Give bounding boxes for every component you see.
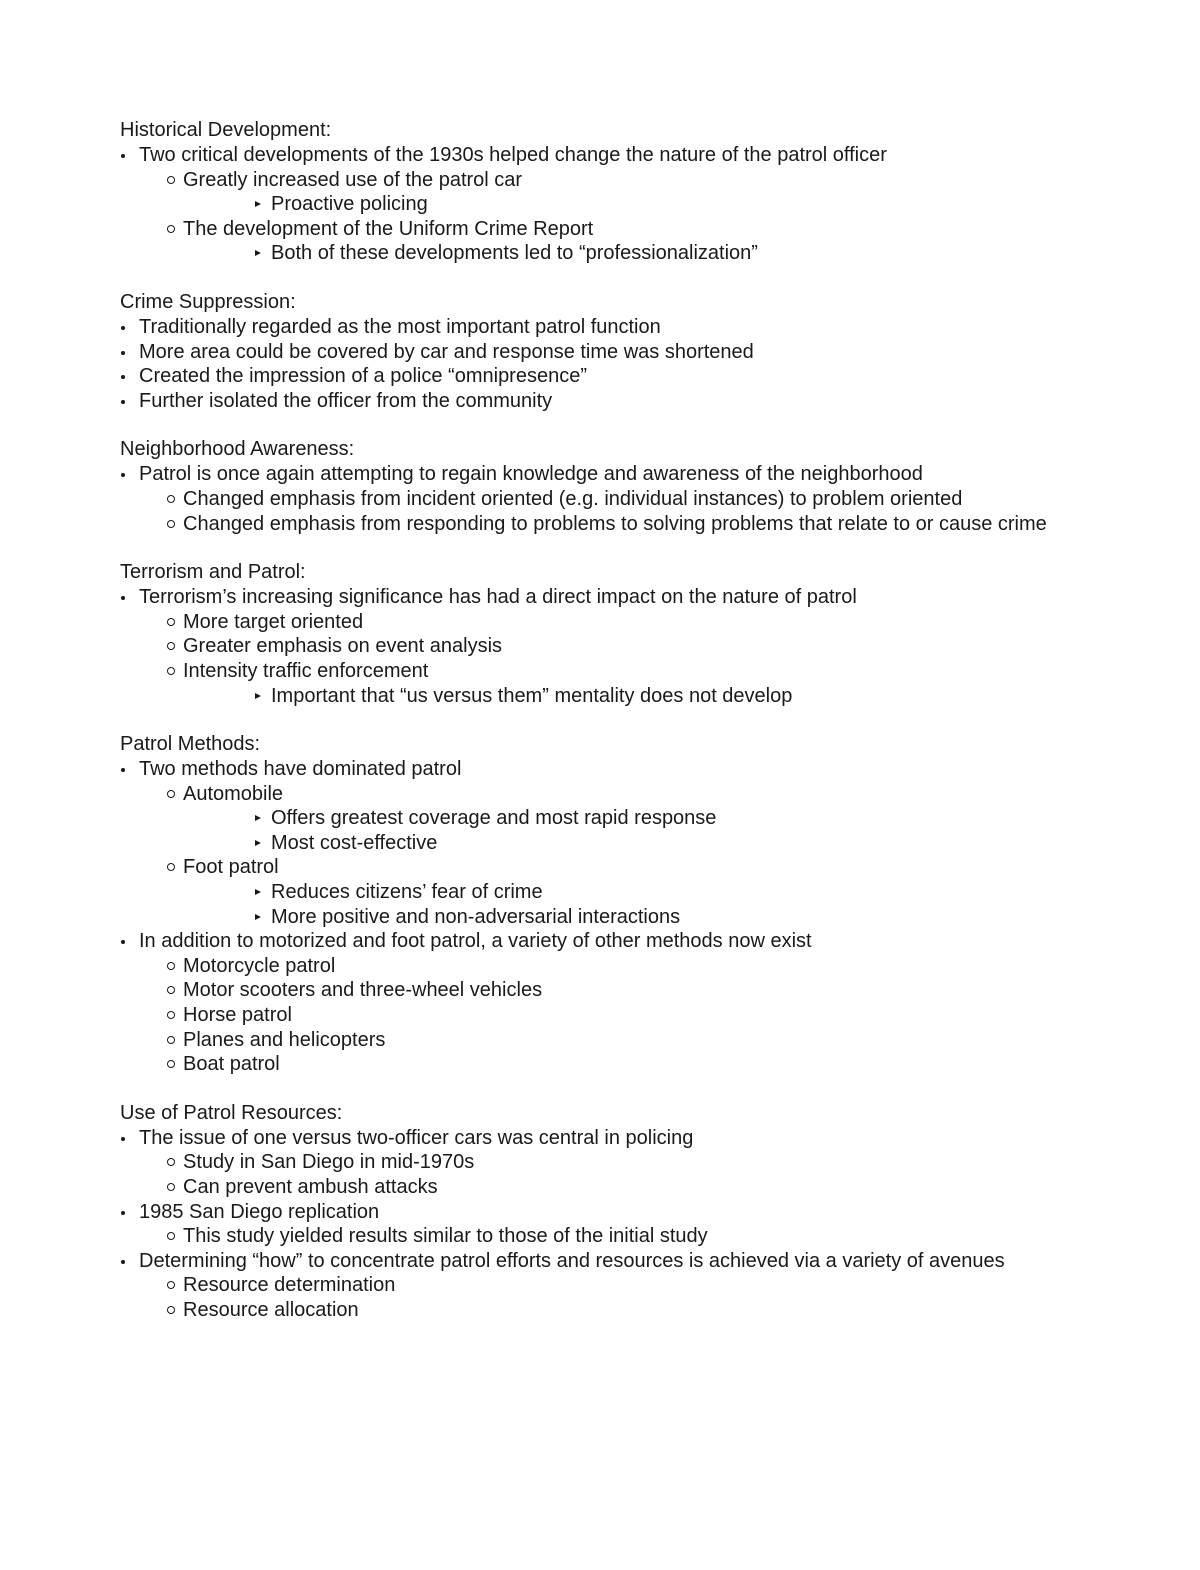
sub-sub-bullet-item: [183, 831, 1080, 856]
section-heading: Crime Suppression:: [120, 290, 296, 313]
section-heading: Use of Patrol Resources:: [120, 1101, 343, 1124]
bullet-text: Created the impression of a police “omnipresence”: [139, 365, 587, 388]
sub-bullet-item: [139, 1273, 1080, 1298]
bullet-list: [120, 143, 1080, 266]
sub-sub-bullet-text: Most cost-effective: [271, 831, 438, 854]
sub-bullet-text: Resource allocation: [183, 1298, 359, 1321]
sub-sub-bullet-text: Offers greatest coverage and most rapid response: [271, 807, 717, 830]
sub-bullet-item: [139, 659, 1080, 708]
sub-bullet-list: [139, 1224, 1080, 1249]
sub-bullet-item: [139, 512, 1080, 537]
bullet-text: Terrorism’s increasing significance has had a direct impact on the nature of patrol: [139, 586, 857, 609]
sub-sub-bullet-item: [183, 880, 1080, 905]
section: [120, 1101, 1080, 1323]
bullet-text: Two methods have dominated patrol: [139, 758, 462, 781]
sub-bullet-item: [139, 1150, 1080, 1175]
sub-bullet-item: [139, 1298, 1080, 1323]
document-body: [120, 118, 1080, 1347]
sub-sub-bullet-text: More positive and non-adversarial interactions: [271, 905, 681, 928]
sub-bullet-list: [139, 168, 1080, 266]
sub-bullet-item: [139, 487, 1080, 512]
section: [120, 732, 1080, 1077]
sub-bullet-item: [139, 954, 1080, 979]
sub-bullet-text: The development of the Uniform Crime Report: [183, 217, 594, 240]
sub-bullet-list: [139, 1273, 1080, 1322]
sub-bullet-item: [139, 634, 1080, 659]
section-heading: Historical Development:: [120, 119, 332, 141]
sub-bullet-item: [139, 610, 1080, 635]
bullet-item: [120, 929, 1080, 1077]
sub-bullet-text: Motorcycle patrol: [183, 954, 336, 977]
bullet-item: [120, 1200, 1080, 1249]
bullet-text: Determining “how” to concentrate patrol efforts and resources is achieved via a variety of avenues: [139, 1249, 1005, 1272]
sub-bullet-text: Greater emphasis on event analysis: [183, 635, 503, 658]
bullet-list: [120, 315, 1080, 413]
sub-bullet-text: Horse patrol: [183, 1004, 292, 1027]
section: [120, 437, 1080, 536]
bullet-text: 1985 San Diego replication: [139, 1200, 380, 1223]
sub-bullet-text: Resource determination: [183, 1274, 396, 1297]
bullet-text: The issue of one versus two-officer cars was central in policing: [139, 1126, 694, 1149]
sub-bullet-item: [139, 855, 1080, 929]
sub-bullet-item: [139, 168, 1080, 217]
bullet-item: [120, 340, 1080, 365]
sub-bullet-text: Can prevent ambush attacks: [183, 1176, 438, 1198]
sub-sub-bullet-item: [183, 241, 1080, 266]
sub-bullet-list: [139, 1150, 1080, 1199]
bullet-list: [120, 462, 1080, 536]
bullet-text: Further isolated the officer from the community: [139, 389, 553, 412]
sub-sub-bullet-item: [183, 806, 1080, 831]
sub-sub-bullet-list: [183, 806, 1080, 855]
bullet-item: [120, 389, 1080, 414]
sub-sub-bullet-item: [183, 192, 1080, 217]
sub-bullet-list: [139, 487, 1080, 536]
bullet-item: [120, 1249, 1080, 1323]
sub-sub-bullet-list: [183, 684, 1080, 709]
sub-bullet-text: Motor scooters and three-wheel vehicles: [183, 979, 543, 1002]
sub-bullet-item: [139, 217, 1080, 266]
bullet-item: [120, 462, 1080, 536]
bullet-item: [120, 757, 1080, 929]
bullet-text: More area could be covered by car and response time was shortened: [139, 340, 754, 363]
bullet-list: [120, 585, 1080, 708]
sub-bullet-text: Boat patrol: [183, 1053, 280, 1076]
sub-sub-bullet-list: [183, 241, 1080, 266]
sub-bullet-list: [139, 610, 1080, 708]
bullet-item: [120, 315, 1080, 340]
sub-bullet-text: Study in San Diego in mid-1970s: [183, 1151, 475, 1174]
bullet-item: [120, 143, 1080, 266]
bullet-item: [120, 364, 1080, 389]
bullet-item: [120, 1126, 1080, 1200]
sub-bullet-item: [139, 1003, 1080, 1028]
sub-bullet-text: This study yielded results similar to those of the initial study: [183, 1225, 708, 1248]
bullet-list: [120, 1126, 1080, 1323]
section: [120, 118, 1080, 266]
section-heading: Neighborhood Awareness:: [120, 438, 355, 461]
bullet-text: In addition to motorized and foot patrol, a variety of other methods now exist: [139, 930, 812, 953]
sub-bullet-text: Intensity traffic enforcement: [183, 659, 429, 682]
sub-bullet-list: [139, 954, 1080, 1077]
sub-sub-bullet-item: [183, 684, 1080, 709]
sub-sub-bullet-list: [183, 192, 1080, 217]
sub-bullet-text: Greatly increased use of the patrol car: [183, 168, 523, 191]
sub-bullet-text: More target oriented: [183, 610, 364, 633]
sub-bullet-item: [139, 1028, 1080, 1053]
bullet-text: Traditionally regarded as the most important patrol function: [139, 315, 661, 338]
sub-bullet-text: Changed emphasis from incident oriented (e.g. individual instances) to problem oriented: [183, 487, 963, 510]
section-heading: Patrol Methods:: [120, 733, 261, 756]
sub-sub-bullet-text: Both of these developments led to “professionalization”: [271, 242, 758, 265]
section: [120, 560, 1080, 708]
bullet-text: Patrol is once again attempting to regain knowledge and awareness of the neighborhood: [139, 463, 923, 486]
sub-bullet-text: Automobile: [183, 782, 284, 805]
sub-bullet-item: [139, 782, 1080, 856]
sub-bullet-list: [139, 782, 1080, 930]
section: [120, 290, 1080, 413]
bullet-text: Two critical developments of the 1930s helped change the nature of the patrol officer: [139, 144, 887, 166]
bullet-item: [120, 585, 1080, 708]
sub-bullet-text: Planes and helicopters: [183, 1028, 386, 1051]
bullet-list: [120, 757, 1080, 1077]
sub-sub-bullet-text: Proactive policing: [271, 193, 428, 216]
sub-bullet-text: Changed emphasis from responding to problems to solving problems that relate to or cause crime: [183, 512, 1047, 535]
section-heading: Terrorism and Patrol:: [120, 561, 306, 584]
sub-sub-bullet-list: [183, 880, 1080, 929]
sub-bullet-text: Foot patrol: [183, 856, 279, 879]
sub-bullet-item: [139, 1224, 1080, 1249]
sub-sub-bullet-text: Reduces citizens’ fear of crime: [271, 881, 543, 904]
sub-sub-bullet-item: [183, 905, 1080, 930]
sub-bullet-item: [139, 1175, 1080, 1200]
sub-bullet-item: [139, 1052, 1080, 1077]
sub-bullet-item: [139, 978, 1080, 1003]
sub-sub-bullet-text: Important that “us versus them” mentality does not develop: [271, 684, 793, 707]
